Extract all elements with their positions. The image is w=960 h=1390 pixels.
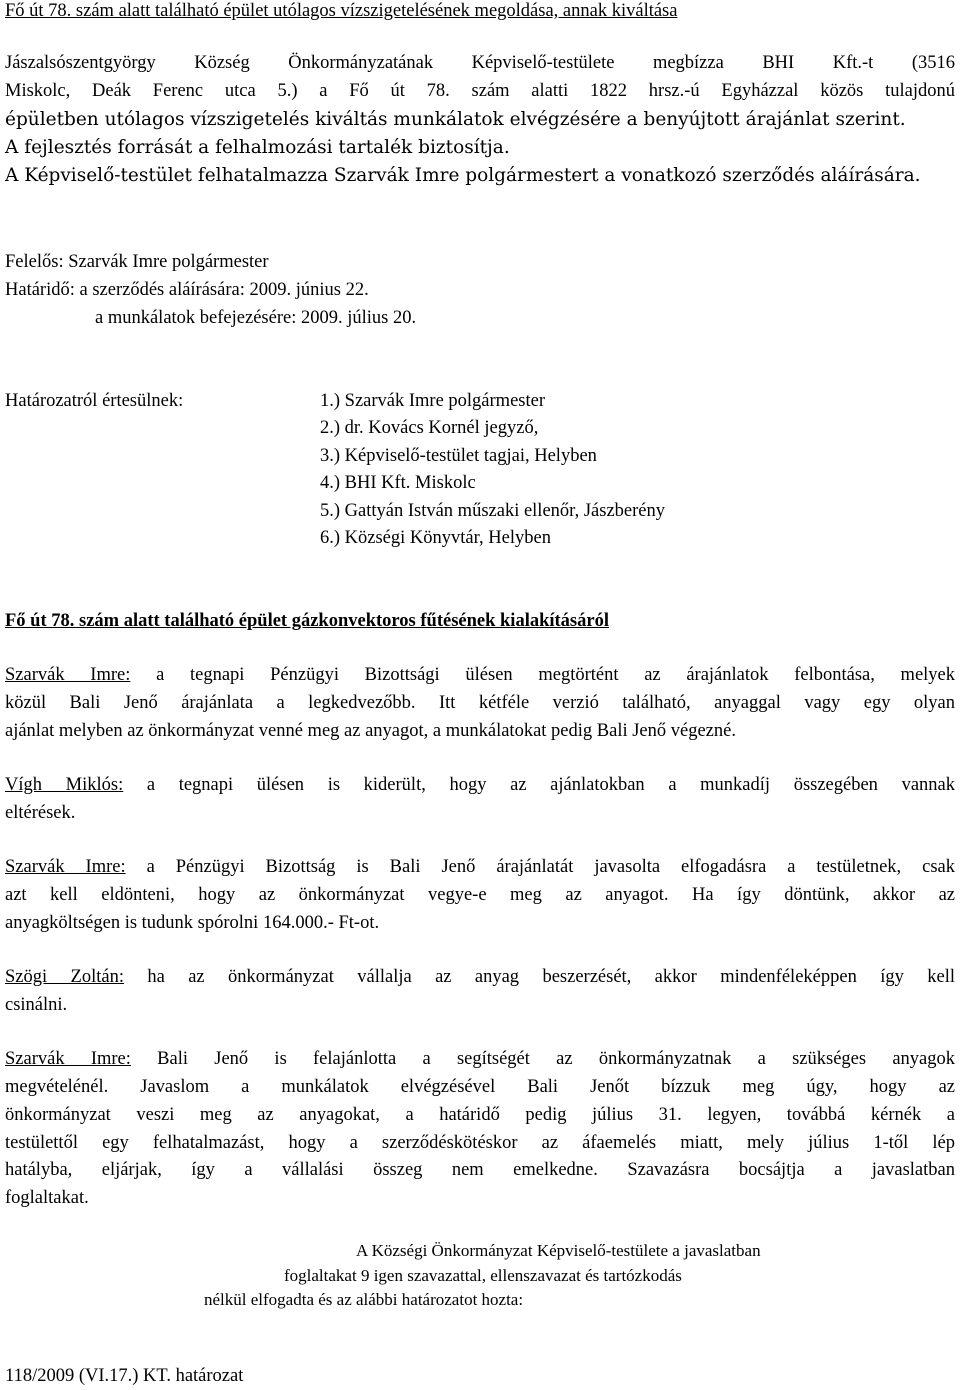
hatarido-line-1: Határidő: a szerződés aláírására: 2009. június 22. xyxy=(5,280,369,300)
speech-text: ha az önkormányzat vállalja az anyag beszerzését, akkor mindenféleképpen így kell xyxy=(147,967,955,987)
ertesulnek-item-5: 5.) Gattyán István műszaki ellenőr, Jászberény xyxy=(320,501,665,521)
section1-title: Fő út 78. szám alatt található épület utólagos vízszigetelésének megoldása, annak kiváltása xyxy=(5,1,678,21)
hatarido-line-2: a munkálatok befejezésére: 2009. július 20. xyxy=(95,308,417,328)
decision-line-3: épületben utólagos vízszigetelés kiváltás munkálatok elvégzésére a benyújtott árajánlat szerint. xyxy=(5,109,906,130)
ertesulnek-item-6: 6.) Községi Könyvtár, Helyben xyxy=(320,528,551,548)
section2-heading: Fő út 78. szám alatt található épület gázkonvektoros fűtésének kialakításáról xyxy=(5,611,609,631)
speech-text: a tegnapi Pénzügyi Bizottsági ülésen megtörtént az árajánlatok felbontása, melyek xyxy=(156,665,956,685)
speaker-name: Szögi Zoltán: xyxy=(5,967,124,987)
speech3-line-2: azt kell eldönteni, hogy az önkormányzat vegye-e meg az anyagot. Ha így döntünk, akkor az xyxy=(5,885,955,905)
speech3-line-3: anyagköltségen is tudunk spórolni 164.000.- Ft-ot. xyxy=(5,913,380,933)
vote-line-2: foglaltakat 9 igen szavazattal, ellenszavazat és tartózkodás xyxy=(284,1266,682,1285)
speech1-line-2: közül Bali Jenő árajánlata a legkedvezőbb. Itt kétféle verzió található, anyaggal vagy egy olyan xyxy=(5,693,955,713)
speech2-line-1 xyxy=(5,774,955,796)
speech5-line-5: hatályba, eljárjak, így a vállalási összeg nem emelkedne. Szavazásra bocsájtja a javaslatban xyxy=(5,1160,955,1180)
speech5-line-6: foglaltakat. xyxy=(5,1188,89,1208)
ertesulnek-item-4: 4.) BHI Kft. Miskolc xyxy=(320,473,476,493)
decision-line-4: A fejlesztés forrását a felhalmozási tartalék biztosítja. xyxy=(5,137,510,158)
vote-line-3: nélkül elfogadta és az alábbi határozatot hozta: xyxy=(204,1290,524,1309)
felelos-line: Felelős: Szarvák Imre polgármester xyxy=(5,252,269,272)
speech2-line-2: eltérések. xyxy=(5,803,76,823)
speech1-line-1 xyxy=(5,664,955,686)
ertesulnek-item-2: 2.) dr. Kovács Kornél jegyző, xyxy=(320,418,539,438)
ertesulnek-item-3: 3.) Képviselő-testület tagjai, Helyben xyxy=(320,446,597,466)
speech5-line-2: megvételénél. Javaslom a munkálatok elvégzésével Bali Jenőt bízzuk meg úgy, hogy az xyxy=(5,1077,955,1097)
speech5-line-4: testülettől egy felhatalmazást, hogy a szerződéskötéskor az áfaemelés miatt, mely július 1-től lép xyxy=(5,1133,955,1153)
speaker-name: Szarvák Imre: xyxy=(5,1049,131,1069)
speaker-name: Szarvák Imre: xyxy=(5,857,126,877)
resolution-number: 118/2009 (VI.17.) KT. határozat xyxy=(5,1366,244,1386)
vote-line-1: A Községi Önkormányzat Képviselő-testülete a javaslatban xyxy=(356,1241,761,1260)
speech4-line-1 xyxy=(5,966,955,988)
decision-line-5: A Képviselő-testület felhatalmazza Szarvák Imre polgármestert a vonatkozó szerződés aláírására. xyxy=(5,165,921,186)
speech3-line-1 xyxy=(5,856,955,878)
speech-text: Bali Jenő is felajánlotta a segítségét az önkormányzatnak a szükséges anyagok xyxy=(157,1049,955,1069)
ertesulnek-label: Határozatról értesülnek: xyxy=(5,391,184,411)
speech1-line-3: ajánlat melyben az önkormányzat venné meg az anyagot, a munkálatokat pedig Bali Jenő végezné. xyxy=(5,721,736,741)
speaker-name: Szarvák Imre: xyxy=(5,665,131,685)
speech5-line-1 xyxy=(5,1048,955,1070)
speech-text: a Pénzügyi Bizottság is Bali Jenő árajánlatát javasolta elfogadásra a testületnek, csak xyxy=(146,857,955,877)
ertesulnek-item-1: 1.) Szarvák Imre polgármester xyxy=(320,391,545,411)
speech-text: a tegnapi ülésen is kiderült, hogy az ajánlatokban a munkadíj összegében vannak xyxy=(146,775,955,795)
decision-line-1: Jászalsószentgyörgy Község Önkormányzatának Képviselő-testülete megbízza BHI Kft.-t (3516 xyxy=(5,53,955,73)
decision-line-2: Miskolc, Deák Ferenc utca 5.) a Fő út 78. szám alatti 1822 hrsz.-ú Egyházzal közös tulajdonú xyxy=(5,81,955,101)
speech5-line-3: önkormányzat veszi meg az anyagokat, a határidő pedig július 31. legyen, továbbá kérnék a xyxy=(5,1105,955,1125)
speech4-line-2: csinálni. xyxy=(5,995,68,1015)
speaker-name: Vígh Miklós: xyxy=(5,775,124,795)
